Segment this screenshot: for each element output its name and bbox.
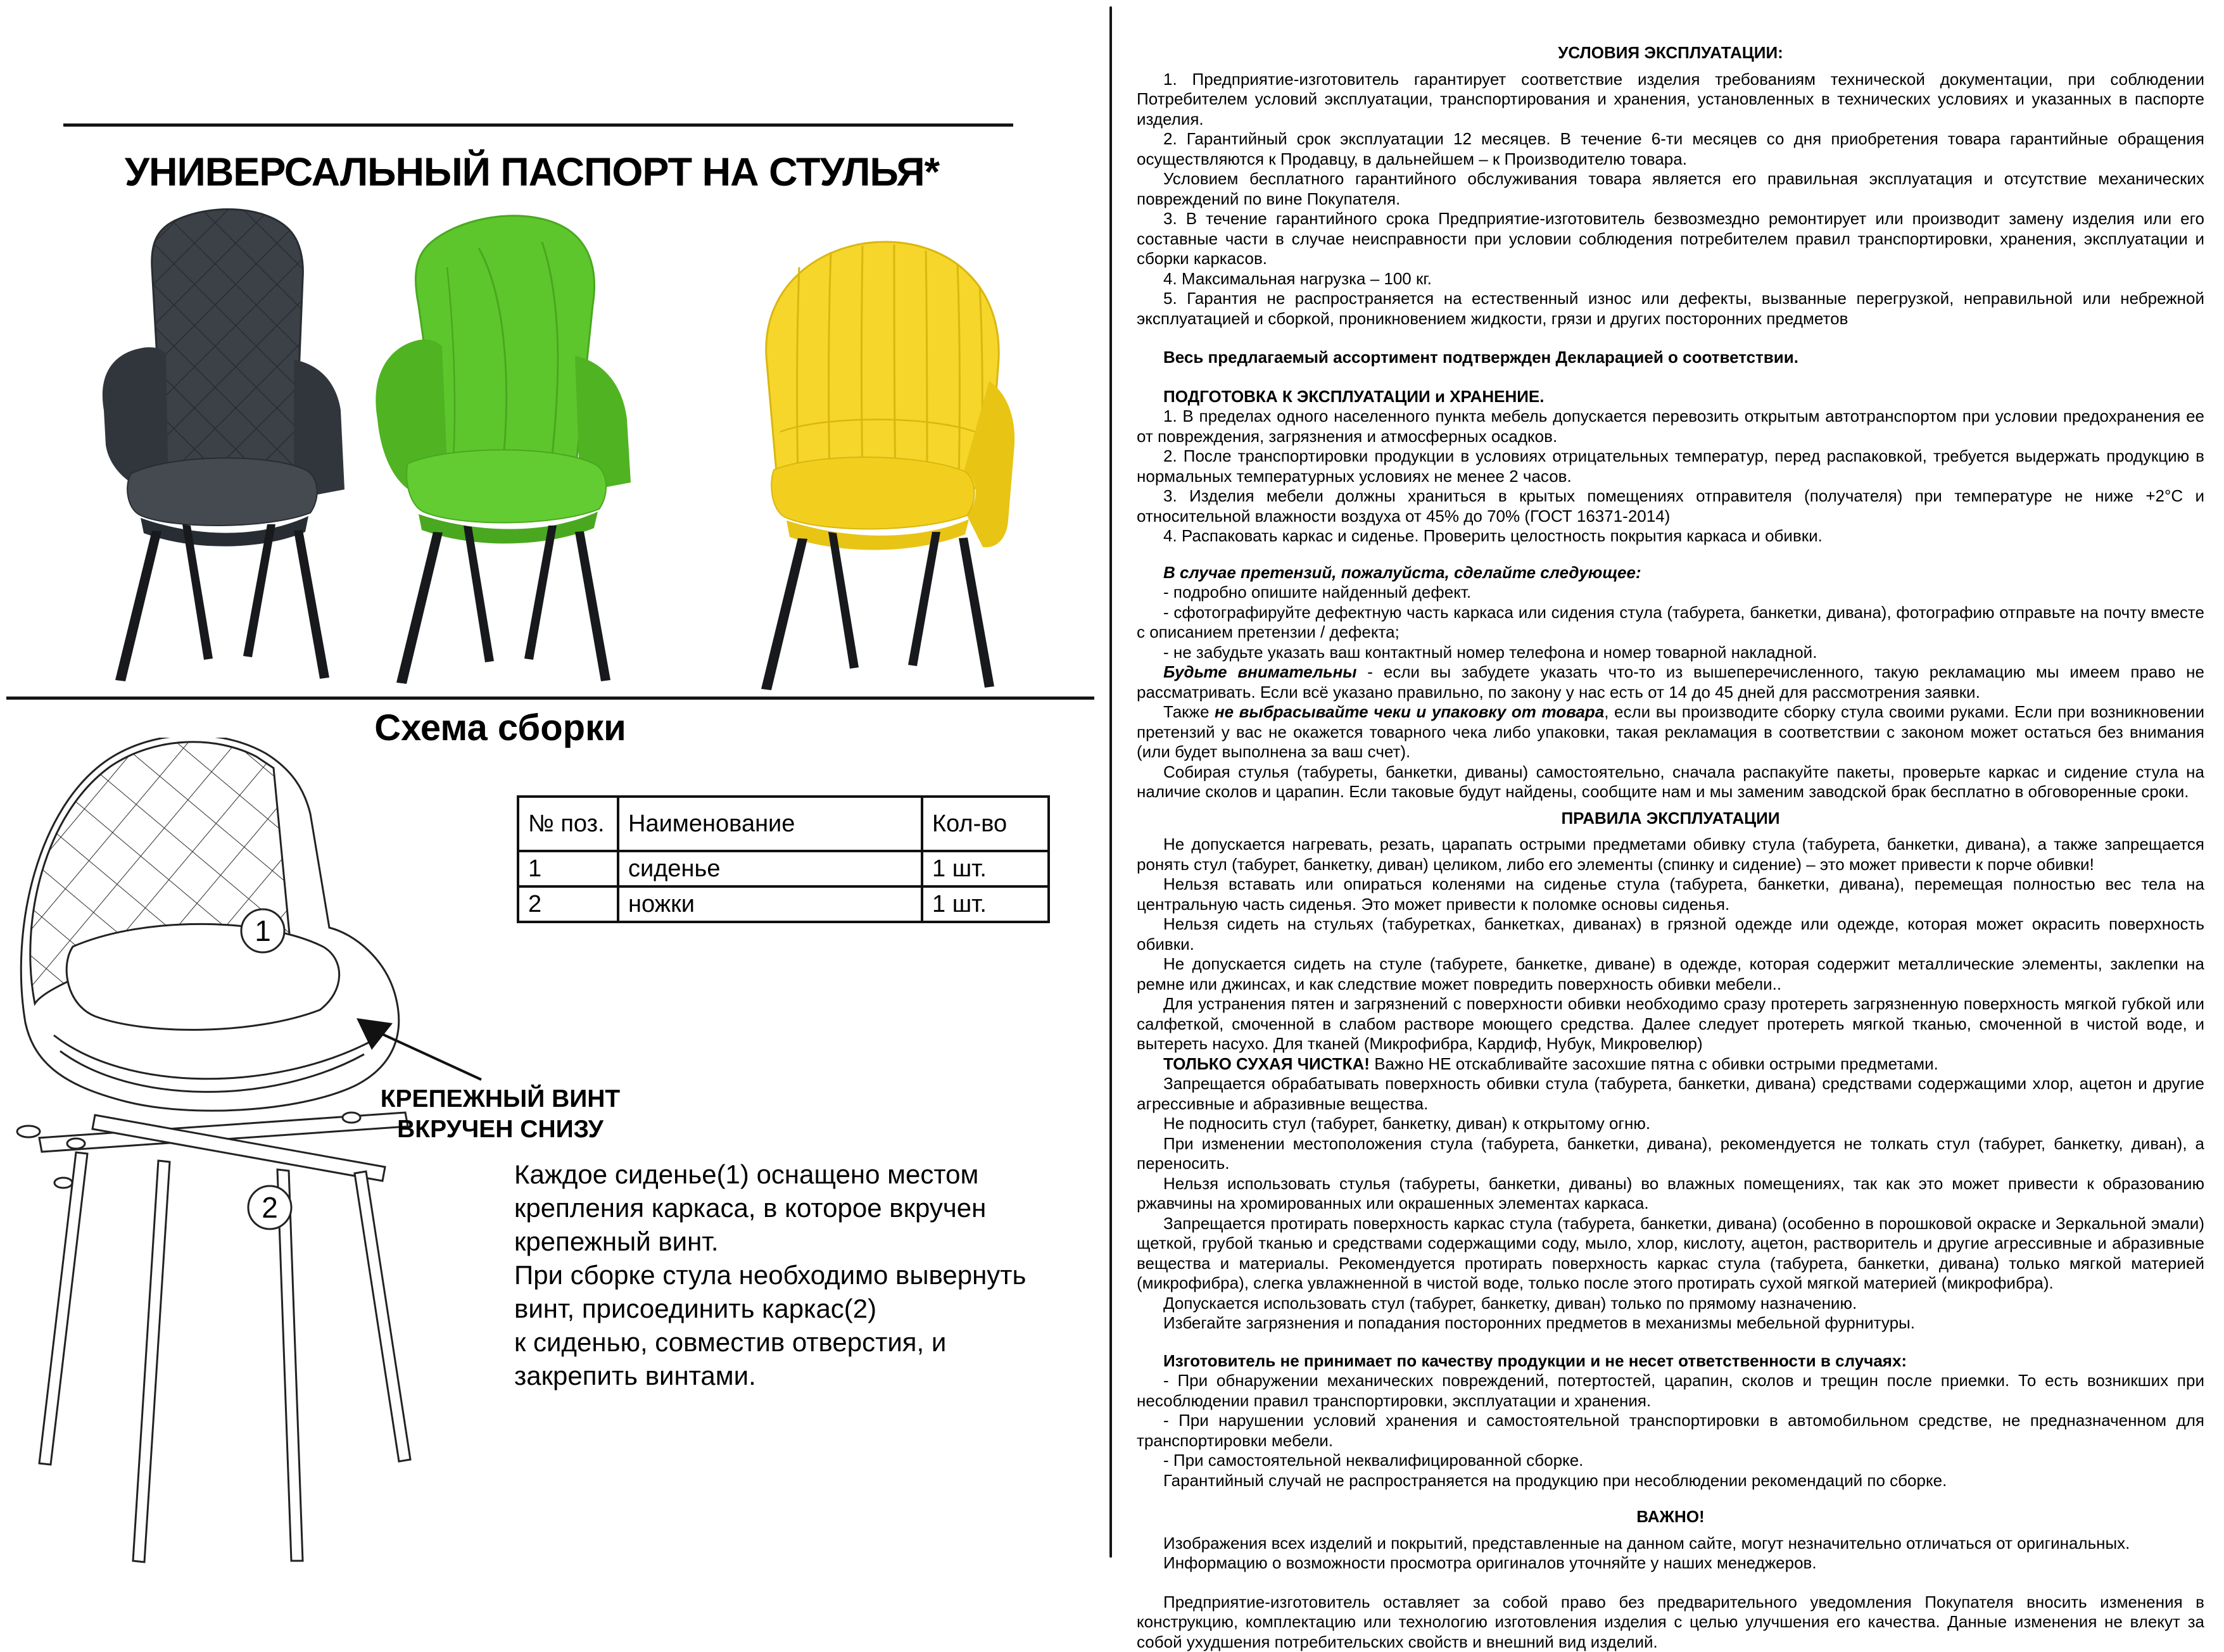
text-run: 3. В течение гарантийного срока Предприятие-изготовитель безвозмездно ремонтирует или производит замену изделия или его составные части в случае неисправности при условии соблюдения потребителем правил транспортировки, хранения, эксплуатации и сборки каркасов. — [1137, 209, 2204, 268]
paragraph — [1137, 526, 2204, 546]
part-label-2 — [248, 1186, 291, 1229]
text-run: Нельзя использовать стулья (табуреты, банкетки, диваны) во влажных помещениях, так как это может привести к образованию ржавчины на хромированных или окрашенных элементах каркаса. — [1137, 1174, 2204, 1213]
text-run: ПРАВИЛА ЭКСПЛУАТАЦИИ — [1561, 809, 1779, 828]
text-run: - При обнаружении механических повреждений, потертостей, царапин, сколов и трещин после приемки. То есть возникших при несоблюдении правил транспортировки, эксплуатации и хранения. — [1137, 1371, 2204, 1410]
page-title: УНИВЕРСАЛЬНЫЙ ПАСПОРТ НА СТУЛЬЯ* — [25, 149, 1039, 195]
text-run: Условием бесплатного гарантийного обслуживания товара является его правильная эксплуатация и отсутствие механических повреждений по вине Покупателя. — [1137, 169, 2204, 208]
text-run: - сфотографируйте дефектную часть каркаса или сидения стула (табурета, банкетки, дивана), фотографию отправьте на почту вместе с описанием претензии / дефекта; — [1137, 603, 2204, 642]
svg-text:2: 2 — [262, 1191, 278, 1224]
text-run: , если вы производите сборку стула своими руками. Если при возникновении претензий у вас не окажется товарного чека либо упаковки, такая рекламация в соответствии с законом может остаться без внимания (или будет выполнена за ваш счет). — [1137, 702, 2204, 761]
text-run: 5. Гарантия не распространяется на естественный износ или дефекты, вызванные перегрузкой, неправильной или небрежной эксплуатацией и сборкой, проникновением жидкости, грязи и других посторонних предметов — [1137, 289, 2204, 328]
table-header: № поз. — [518, 797, 618, 851]
paragraph — [1137, 914, 2204, 954]
text-run: - При самостоятельной неквалифицированной сборке. — [1163, 1451, 1583, 1470]
top-rule — [63, 123, 1013, 127]
part-label-1 — [241, 909, 284, 952]
instruction-line: винт, присоединить каркас(2) — [514, 1292, 1026, 1325]
text-run: Гарантийный случай не распространяется на продукцию при несоблюдении рекомендаций по сборке. — [1163, 1471, 1947, 1490]
text-run: 1. Предприятие-изготовитель гарантирует соответствие изделия требованиям технической документации, при соблюдении Потребителем условий эксплуатации, транспортирования и хранения, установленных в технических условиях и указанных в паспорте изделия. — [1137, 70, 2204, 129]
paragraph — [1137, 1313, 2204, 1334]
text-run: 3. Изделия мебели должны храниться в крытых помещениях отправителя (получателя) при температуре не ниже +2°С и относительной влажности воздуха от 45% до 70% (ГОСТ 16371-2014) — [1137, 486, 2204, 526]
spacer — [1137, 546, 2204, 563]
text-run: Также — [1163, 702, 1215, 721]
screw-callout-line2: ВКРУЧЕН СНИЗУ — [379, 1114, 622, 1145]
screw-callout-line1: КРЕПЕЖНЫЙ ВИНТ — [379, 1084, 622, 1114]
paragraph — [1137, 486, 2204, 526]
instruction-line: закрепить винтами. — [514, 1359, 1026, 1392]
assembly-diagram — [0, 738, 488, 1570]
svg-text:1: 1 — [255, 914, 271, 947]
paragraph — [1137, 1592, 2204, 1652]
right-column — [1137, 37, 2204, 1652]
text-run: ВАЖНО! — [1636, 1507, 1704, 1526]
paragraph — [1137, 129, 2204, 169]
instruction-line: Каждое сиденье(1) оснащено местом — [514, 1157, 1026, 1191]
paragraph — [1137, 954, 2204, 994]
paragraph — [1137, 662, 2204, 702]
text-run: Изображения всех изделий и покрытий, представленные на данном сайте, могут незначительно отличаться от оригинальных. — [1163, 1534, 2130, 1553]
paragraph — [1137, 407, 2204, 446]
section-heading — [1137, 809, 2204, 829]
text-run: Избегайте загрязнения и попадания посторонних предметов в механизмы мебельной фурнитуры. — [1163, 1313, 1915, 1332]
screw-callout — [379, 1084, 622, 1145]
paragraph — [1137, 387, 2204, 407]
text-run: - подробно опишите найденный дефект. — [1163, 583, 1471, 602]
emphasized-text: не выбрасывайте чеки и упаковку от товара — [1215, 702, 1604, 721]
assembly-heading: Схема сборки — [0, 707, 1001, 749]
paragraph — [1137, 348, 2204, 368]
paragraph — [1137, 70, 2204, 130]
paragraph — [1137, 1294, 2204, 1314]
text-run: 1. В пределах одного населенного пункта мебель допускается перевозить открытым автотранспортом при условии предохранения ее от повреждения, загрязнения и атмосферных осадков. — [1137, 407, 2204, 446]
paragraph — [1137, 269, 2204, 289]
text-run: - При нарушении условий хранения и самостоятельной транспортировки в автомобильном средстве, не предназначенном для транспортировки мебели. — [1137, 1411, 2204, 1450]
text-run: Не подносить стул (табурет, банкетку, диван) к открытому огню. — [1163, 1114, 1650, 1133]
paragraph — [1137, 169, 2204, 209]
assembly-section-rule — [6, 697, 1094, 700]
text-run: Информацию о возможности просмотра оригиналов уточняйте у наших менеджеров. — [1163, 1553, 1817, 1572]
text-run: - не забудьте указать ваш контактный номер телефона и номер товарной накладной. — [1163, 643, 1817, 662]
emphasized-text: Изготовитель не принимает по качеству продукции и не несет ответственности в случаях: — [1163, 1351, 1907, 1370]
text-run: Не допускается сидеть на стуле (табурете, банкетке, диване) в одежде, которая содержит металлические элементы, заклепки на ремне или джинсах, и как следствие может повредить поверхность обивки мебели.. — [1137, 954, 2204, 993]
emphasized-text: Весь предлагаемый ассортимент подтвержден Декларацией о соответствии. — [1163, 348, 1798, 367]
paragraph — [1137, 289, 2204, 329]
paragraph — [1137, 563, 2204, 583]
text-run: Не допускается нагревать, резать, царапать острыми предметами обивку стула (табурета, банкетки, дивана), а также запрещается ронять стул (табурет, банкетку, диван) целиком, либо его элементы (спинку и сидение) – это может привести к порче обивки! — [1137, 835, 2204, 874]
paragraph — [1137, 643, 2204, 663]
callout-arrow-icon — [339, 1000, 497, 1095]
instruction-line: крепежный винт. — [514, 1225, 1026, 1258]
text-run: Запрещается обрабатывать поверхность обивки стула (табурета, банкетки, дивана) средствами содержащими хлор, ацетон и другие агрессивные и абразивные вещества. — [1137, 1074, 2204, 1113]
spacer — [1137, 329, 2204, 348]
table-cell: 2 — [518, 886, 618, 922]
text-run: Нельзя сидеть на стульях (табуретках, банкетках, диванах) в грязной одежде или одежде, которая может окрасить поверхность обивки. — [1137, 914, 2204, 954]
table-cell: ножки — [618, 886, 922, 922]
text-run: Нельзя вставать или опираться коленями на сиденье стула (табурета, банкетки, дивана), перемещая полностью вес тела на центральную часть сиденья. Это может привести к поломке основы сиденья. — [1137, 874, 2204, 914]
assembly-instructions — [514, 1157, 1026, 1392]
chair-photo-yellow — [711, 223, 1078, 691]
table-row — [518, 851, 1049, 886]
chair-photo-green — [352, 210, 719, 691]
paragraph — [1137, 1351, 2204, 1371]
instruction-line: к сиденью, совместив отверстия, и — [514, 1325, 1026, 1359]
text-run: 2. После транспортировки продукции в условиях отрицательных температур, перед распаковкой, требуется выдержать продукцию в нормальных температурных условиях не менее 2 часов. — [1137, 446, 2204, 486]
table-cell: 1 шт. — [922, 851, 1049, 886]
text-run: При изменении местоположения стула (табурета, банкетки, дивана), рекомендуется не толкать стул (табурет, банкетку, диван), а переносить. — [1137, 1134, 2204, 1173]
text-run: Собирая стулья (табуреты, банкетки, диваны) самостоятельно, сначала распакуйте пакеты, проверьте каркас и сидение стула на наличие сколов и царапин. Если таковые будут найдены, сообщите нам и мы заменим заводской брак бесплатно в обговоренные сроки. — [1137, 762, 2204, 802]
emphasized-text: ПОДГОТОВКА К ЭКСПЛУАТАЦИИ и ХРАНЕНИЕ. — [1163, 387, 1544, 406]
text-run: Запрещается протирать поверхность каркас стула (табурета, банкетки, дивана) (особенно в порошковой окраске и Зеркальной эмали) щеткой, грубой тканью и средствами содержащими соду, мыло, хлор, кислоту, ацетон, растворитель и другие агрессивные и абразивные вещества и материалы. Рекомендуется протирать поверхность каркас стула (табурета, банкетки, дивана) только мягкой материей (микрофибра), слегка увлажненной в чистой воде, только после этого протирать сухой мягкой материей (микрофибра). — [1137, 1214, 2204, 1293]
paragraph — [1137, 1074, 2204, 1114]
spacer — [1137, 1573, 2204, 1592]
paragraph — [1137, 1371, 2204, 1411]
text-run: УСЛОВИЯ ЭКСПЛУАТАЦИИ: — [1558, 43, 1783, 62]
emphasized-text: ТОЛЬКО СУХАЯ ЧИСТКА! — [1163, 1054, 1370, 1073]
emphasized-text: В случае претензий, пожалуйста, сделайте следующее: — [1163, 563, 1641, 582]
paragraph — [1137, 994, 2204, 1054]
text-run: Предприятие-изготовитель оставляет за собой право без предварительного уведомления Покупателя вносить изменения в конструкцию, комплектацию или технологию изготовления изделия с целью улучшения его качества. Данные изменения не влекут за собой ухудшения потребительских свойств и внешний вид изделий. — [1137, 1592, 2204, 1651]
paragraph — [1137, 209, 2204, 269]
paragraph — [1137, 762, 2204, 802]
table-cell: 1 шт. — [922, 886, 1049, 922]
table-header: Кол-во — [922, 797, 1049, 851]
spacer — [1137, 1491, 2204, 1501]
table-cell: сиденье — [618, 851, 922, 886]
text-run: - если вы забудете указать что-то из вышеперечисленного, такую рекламацию мы имеем право не рассматривать. Если всё указано правильно, по закону у нас есть от 14 до 45 дней для рассмотрения заявки. — [1137, 662, 2204, 702]
table-header: Наименование — [618, 797, 922, 851]
text-run: Важно НЕ отскабливайте засохшие пятна с обивки острыми предметами. — [1370, 1054, 1938, 1073]
paragraph — [1137, 1214, 2204, 1294]
paragraph — [1137, 1553, 2204, 1573]
paragraph — [1137, 1054, 2204, 1075]
text-run: 4. Максимальная нагрузка – 100 кг. — [1163, 269, 1432, 288]
spacer — [1137, 368, 2204, 387]
paragraph — [1137, 874, 2204, 914]
paragraph — [1137, 1174, 2204, 1214]
spacer — [1137, 1334, 2204, 1351]
paragraph — [1137, 1114, 2204, 1134]
paragraph — [1137, 1134, 2204, 1174]
text-run: Для устранения пятен и загрязнений с поверхности обивки необходимо сразу протереть загрязненную поверхность мягкой губкой или салфеткой, смоченной в слабом растворе моющего средства. Далее следует протереть мягкой тканью, смоченной в чистой воде, и вытереть насухо. Для тканей (Микрофибра, Кардиф, Нубук, Микровелюр) — [1137, 994, 2204, 1053]
paragraph — [1137, 835, 2204, 874]
paragraph — [1137, 702, 2204, 762]
paragraph — [1137, 1411, 2204, 1451]
emphasized-text: Будьте внимательны — [1163, 662, 1356, 681]
paragraph — [1137, 583, 2204, 603]
parts-table — [517, 795, 1050, 923]
text-run: Допускается использовать стул (табурет, банкетку, диван) только по прямому назначению. — [1163, 1294, 1857, 1313]
paragraph — [1137, 446, 2204, 486]
paragraph — [1137, 1451, 2204, 1471]
table-row — [518, 886, 1049, 922]
section-heading — [1137, 43, 2204, 63]
instruction-line: При сборке стула необходимо вывернуть — [514, 1258, 1026, 1292]
paragraph — [1137, 603, 2204, 643]
text-run: 2. Гарантийный срок эксплуатации 12 месяцев. В течение 6-ти месяцев со дня приобретения товара гарантийные обращения осуществляются к Продавцу, в дальнейшем – к Производителю товара. — [1137, 129, 2204, 168]
table-cell: 1 — [518, 851, 618, 886]
paragraph — [1137, 1471, 2204, 1491]
text-run: 4. Распаковать каркас и сиденье. Проверить целостность покрытия каркаса и обивки. — [1163, 526, 1823, 545]
instruction-line: крепления каркаса, в которое вкручен — [514, 1191, 1026, 1225]
section-heading — [1137, 1507, 2204, 1527]
column-divider — [1109, 6, 1112, 1558]
paragraph — [1137, 1534, 2204, 1554]
